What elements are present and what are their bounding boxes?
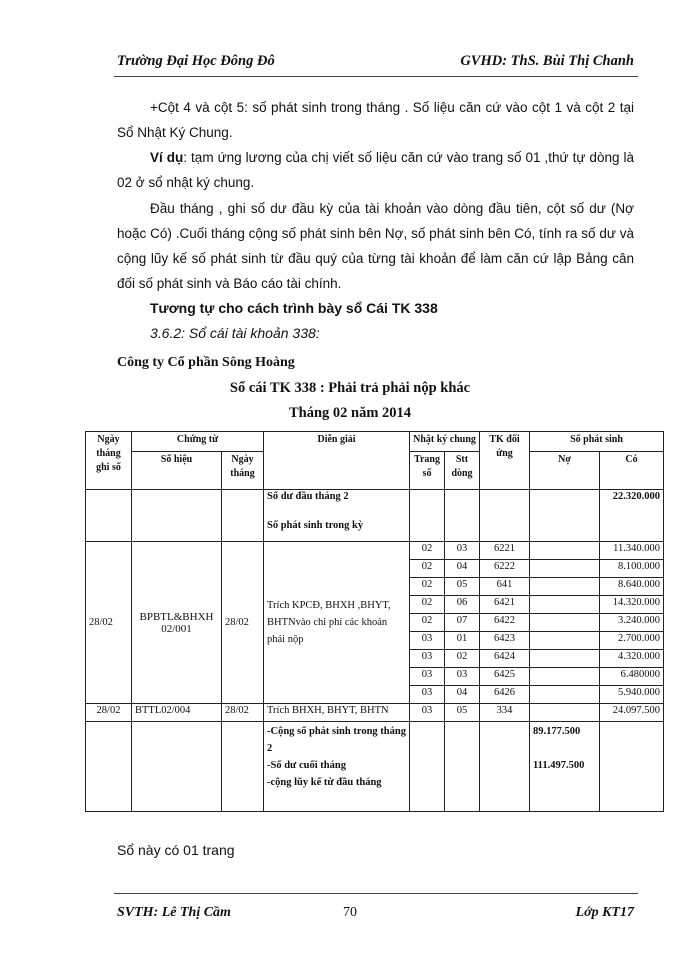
col-debit: Nợ bbox=[530, 452, 600, 490]
row-line: 03 bbox=[445, 668, 480, 686]
row-credit: 3.240.000 bbox=[600, 614, 664, 632]
col-voucher-no: Số hiệu bbox=[132, 452, 222, 490]
row-page: 03 bbox=[410, 632, 445, 650]
section-heading: 3.6.2: Sổ cái tài khoản 338: bbox=[150, 325, 320, 341]
header-rule bbox=[114, 76, 638, 77]
row-credit: 8.640.000 bbox=[600, 578, 664, 596]
col-line: Stt dòng bbox=[445, 452, 480, 490]
row-account: 6221 bbox=[480, 542, 530, 560]
period-label: Số phát sinh trong kỳ bbox=[267, 520, 364, 531]
row-line: 01 bbox=[445, 632, 480, 650]
col-desc: Diễn giải bbox=[264, 432, 410, 490]
ledger-month: Tháng 02 năm 2014 bbox=[288, 405, 412, 421]
col-account: TK đối ứng bbox=[480, 432, 530, 490]
row-credit: 4.320.000 bbox=[600, 650, 664, 668]
paragraph-example bbox=[117, 145, 634, 195]
row-account: 6422 bbox=[480, 614, 530, 632]
row2-credit: 24.097.500 bbox=[600, 704, 664, 722]
row-page: 03 bbox=[410, 668, 445, 686]
col-credit: Có bbox=[600, 452, 664, 490]
totals-row bbox=[86, 722, 664, 812]
row-credit: 5.940.000 bbox=[600, 686, 664, 704]
footer-class: Lớp KT17 bbox=[575, 905, 634, 920]
opening-credit: 22.320.000 bbox=[600, 490, 664, 542]
row-account: 6222 bbox=[480, 560, 530, 578]
paragraph-columns: +Cột 4 và cột 5: số phát sinh trong tháng . Số liệu căn cứ vào cột 1 và cột 2 tại Sổ Nhật Ký Chung. bbox=[117, 100, 634, 140]
ledger-title: Sổ cái TK 338 : Phải trả phải nộp khác bbox=[229, 380, 471, 396]
paragraph-method: Đầu tháng , ghi số dư đầu kỳ của tài khoản vào dòng đầu tiên, cột số dư (Nợ hoặc Có) .Cuối tháng cộng số phát sinh bên Nợ, số phát sinh bên Có, tính ra số dư và cộng lũy kế số phát sinh từ đầu quý của từng tài khoản để làm căn cứ lập Bảng cân đối số phát sinh và Báo cáo tài chính. bbox=[117, 201, 634, 291]
totals-label-cumulative: -cộng lũy kế từ đầu tháng bbox=[267, 777, 382, 788]
row-page: 02 bbox=[410, 578, 445, 596]
row2-date: 28/02 bbox=[86, 704, 132, 722]
row-page: 02 bbox=[410, 614, 445, 632]
row-account: 6425 bbox=[480, 668, 530, 686]
row-page: 03 bbox=[410, 650, 445, 668]
row-line: 04 bbox=[445, 560, 480, 578]
page-number: 70 bbox=[343, 905, 357, 920]
footer-rule bbox=[114, 893, 638, 894]
row2-desc: Trích BHXH, BHYT, BHTN bbox=[264, 704, 410, 722]
table-row bbox=[86, 542, 664, 560]
row2-page: 03 bbox=[410, 704, 445, 722]
totals-sum: 89.177.500 bbox=[533, 726, 581, 737]
totals-label-closing: -Số dư cuối tháng bbox=[267, 760, 346, 771]
col-date: Ngày tháng ghi sổ bbox=[86, 432, 132, 490]
row-line: 03 bbox=[445, 542, 480, 560]
row2-voucher-no: BTTL02/004 bbox=[132, 704, 222, 722]
totals-desc bbox=[264, 722, 410, 812]
row-account: 6424 bbox=[480, 650, 530, 668]
row-line: 05 bbox=[445, 578, 480, 596]
header-advisor: GVHD: ThS. Bùi Thị Chanh bbox=[460, 53, 634, 69]
col-amount: Số phát sinh bbox=[530, 432, 664, 452]
row-credit: 8.100.000 bbox=[600, 560, 664, 578]
row-credit: 6.480000 bbox=[600, 668, 664, 686]
similar-note: Tương tự cho cách trình bày sổ Cái TK 338 bbox=[150, 300, 438, 316]
row-account: 6421 bbox=[480, 596, 530, 614]
row-line: 02 bbox=[445, 650, 480, 668]
row2-account: 334 bbox=[480, 704, 530, 722]
row2-line: 05 bbox=[445, 704, 480, 722]
row-credit: 11.340.000 bbox=[600, 542, 664, 560]
col-voucher: Chứng từ bbox=[132, 432, 264, 452]
row-credit: 14.320.000 bbox=[600, 596, 664, 614]
totals-label-sum: -Cộng số phát sinh trong tháng 2 bbox=[267, 726, 406, 754]
table-row bbox=[86, 704, 664, 722]
col-journal: Nhật ký chung bbox=[410, 432, 480, 452]
col-voucher-date: Ngày tháng bbox=[222, 452, 264, 490]
row-page: 03 bbox=[410, 686, 445, 704]
totals-debit bbox=[530, 722, 600, 812]
row-credit: 2.700.000 bbox=[600, 632, 664, 650]
row2-voucher-date: 28/02 bbox=[222, 704, 264, 722]
opening-cell bbox=[264, 490, 410, 542]
closing-note: Sổ này có 01 trang bbox=[117, 842, 235, 858]
example-text: : tạm ứng lương của chị viết số liệu căn cứ vào trang số 01 ,thứ tự dòng là 02 ở sổ nhật ký chung. bbox=[117, 150, 634, 190]
group1-date: 28/02 bbox=[86, 542, 132, 704]
header-school: Trường Đại Học Đông Đô bbox=[117, 53, 275, 69]
row-page: 02 bbox=[410, 596, 445, 614]
company-name: Công ty Cổ phần Sông Hoàng bbox=[117, 355, 295, 370]
row-page: 02 bbox=[410, 560, 445, 578]
table-row bbox=[86, 490, 664, 542]
col-page: Trang số bbox=[410, 452, 445, 490]
row-line: 04 bbox=[445, 686, 480, 704]
group1-voucher-date: 28/02 bbox=[222, 542, 264, 704]
totals-closing-balance: 111.497.500 bbox=[533, 760, 585, 771]
example-label: Ví dụ bbox=[150, 150, 184, 165]
group1-voucher-no: BPBTL&BHXH 02/001 bbox=[132, 542, 222, 704]
row-line: 06 bbox=[445, 596, 480, 614]
footer-student: SVTH: Lê Thị Cầm bbox=[117, 905, 231, 920]
opening-label: Số dư đầu tháng 2 bbox=[267, 491, 349, 502]
ledger-table bbox=[85, 431, 664, 812]
row-page: 02 bbox=[410, 542, 445, 560]
row-account: 6423 bbox=[480, 632, 530, 650]
group1-desc: Trích KPCĐ, BHXH ,BHYT, BHTNvào chi phí các khoản phải nộp bbox=[264, 542, 410, 704]
row-line: 07 bbox=[445, 614, 480, 632]
row-account: 641 bbox=[480, 578, 530, 596]
row-account: 6426 bbox=[480, 686, 530, 704]
